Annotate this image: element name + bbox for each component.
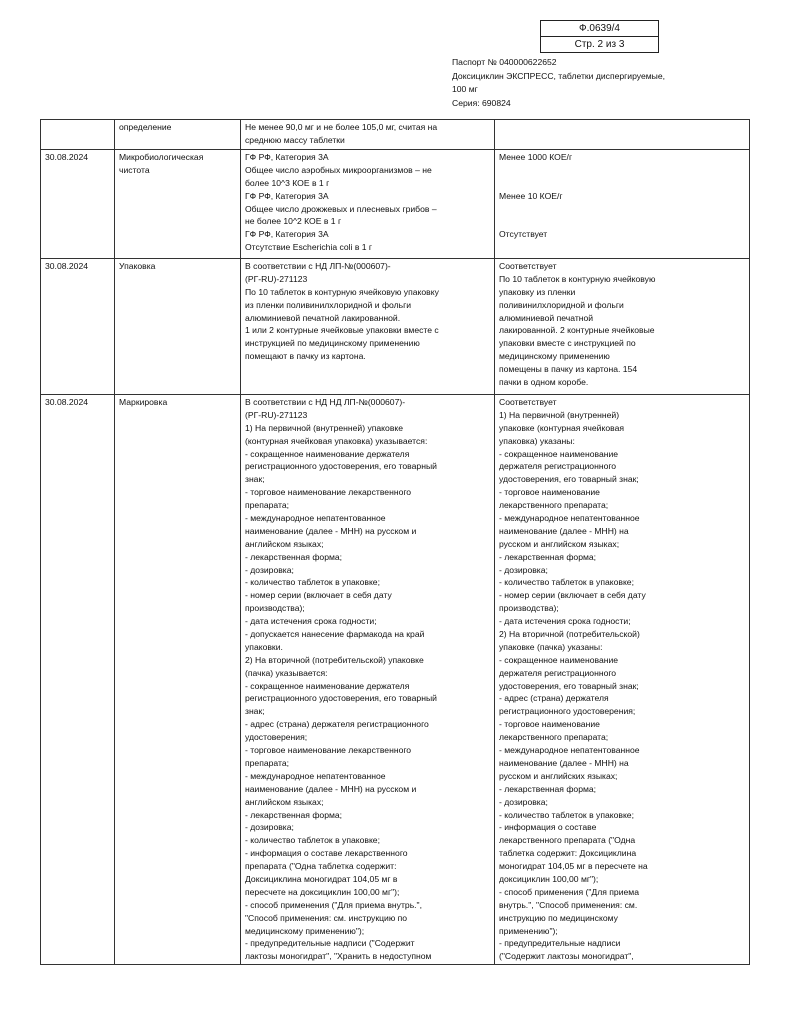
cell-text-line: - количество таблеток в упаковке; [245, 835, 380, 846]
cell-text-line: 30.08.2024 [45, 397, 89, 407]
cell-text-line: держателя регистрационного [499, 667, 617, 678]
form-number-box [540, 20, 659, 53]
cell-text-line: препарата; [245, 500, 290, 511]
cell-text-line [499, 215, 745, 228]
date-cell [41, 120, 115, 150]
norm-cell [241, 120, 495, 150]
cell-text-line: пачки в одном коробе. [499, 377, 589, 388]
table-row [41, 259, 750, 395]
cell-text-line: доксициклин 100,00 мг"); [499, 873, 599, 884]
cell-text-line: наименование (далее - МНН) на [499, 757, 629, 768]
cell-text-line: английском языках; [245, 538, 324, 549]
cell-text-line: более 10^3 КОЕ в 1 г [245, 177, 330, 188]
cell-text-line: Общее число дрожжевых и плесневых грибов – [245, 203, 437, 214]
passport-number: Паспорт № 040000622652 [452, 57, 557, 67]
cell-text-line: (контурная ячейковая упаковка) указывается: [245, 435, 428, 446]
cell-text-line: препарата; [245, 757, 290, 768]
cell-text-line: лекарственного препарата; [499, 732, 609, 743]
cell-text-line: не более 10^2 КОЕ в 1 г [245, 216, 342, 227]
cell-text-line: - международное непатентованное [499, 513, 640, 524]
cell-text-line: чистота [119, 164, 150, 175]
analysis-table [40, 119, 750, 965]
cell-text-line: ГФ РФ, Категория 3А [245, 229, 329, 240]
cell-text-line: поливинилхлоридной и фольги [499, 299, 624, 310]
cell-text-line: таблетка содержит: Доксициклина [499, 848, 637, 859]
cell-text-line: - способ применения ("Для приема внутрь.", [245, 899, 422, 910]
cell-text-line: Общее число аэробных микроорганизмов – не [245, 164, 432, 175]
cell-text-line: - информация о составе [499, 822, 597, 833]
cell-text-line: 1) На первичной (внутренней) [499, 409, 620, 420]
cell-text-line: (пачка) указывается: [245, 667, 328, 678]
cell-text-line: 30.08.2024 [45, 261, 89, 271]
cell-text-line: - международное непатентованное [245, 770, 386, 781]
cell-text-line: - номер серии (включает в себя дату [499, 590, 646, 601]
result-cell [495, 395, 750, 965]
cell-text-line: 2) На вторичной (потребительской) [499, 629, 640, 640]
cell-text-line: - предупредительные надписи ("Содержит [245, 938, 415, 949]
cell-text-line: - международное непатентованное [499, 745, 640, 756]
cell-text-line: русском и английских языках; [499, 770, 618, 781]
cell-text-line: - дозировка; [499, 796, 548, 807]
cell-text-line: ГФ РФ, Категория 3А [245, 152, 329, 162]
cell-text-line: - количество таблеток в упаковке; [245, 577, 380, 588]
cell-text-line: (РГ-RU)-271123 [245, 273, 308, 284]
cell-text-line: алюминиевой печатной лакированной. [245, 312, 401, 323]
cell-text-line: лакированной. 2 контурные ячейковые [499, 325, 655, 336]
cell-text-line: препарата ("Одна таблетка содержит: [245, 861, 397, 872]
norm-cell [241, 395, 495, 965]
cell-text-line: удостоверения, его товарный знак; [499, 474, 639, 485]
cell-text-line: медицинскому применению"); [245, 925, 365, 936]
table-row [41, 150, 750, 259]
cell-text-line: наименование (далее - МНН) на русском и [245, 783, 417, 794]
cell-text-line: инструкцию по медицинскому [499, 912, 618, 923]
cell-text-line: - сокращенное наименование [499, 448, 619, 459]
passport-header [452, 56, 682, 110]
cell-text-line: - адрес (страна) держателя регистрационного [245, 719, 429, 730]
norm-cell [241, 150, 495, 259]
cell-text-line: удостоверения, его товарный знак; [499, 680, 639, 691]
table-row [41, 395, 750, 965]
cell-text-line: - сокращенное наименование держателя [245, 680, 410, 691]
analysis-table-body [41, 120, 750, 965]
cell-text-line: Маркировка [119, 397, 168, 407]
cell-text-line: - сокращенное наименование [499, 654, 619, 665]
cell-text-line: помещают в пачку из картона. [245, 351, 366, 362]
cell-text-line: наименование (далее - МНН) на русском и [245, 525, 417, 536]
cell-text-line: В соответствии с НД НД ЛП-№(000607)- [245, 397, 406, 407]
cell-text-line: удостоверения; [245, 732, 308, 743]
form-number: Ф.0639/4 [579, 23, 620, 34]
cell-text-line: Не менее 90,0 мг и не более 105,0 мг, считая на [245, 122, 438, 132]
cell-text-line: ("Содержит лактозы моногидрат", [499, 951, 634, 962]
cell-text-line: лекарственного препарата ("Одна [499, 835, 636, 846]
cell-text-line: производства); [499, 603, 559, 614]
cell-text-line: - дата истечения срока годности; [245, 616, 377, 627]
date-cell [41, 395, 115, 965]
cell-text-line: определение [119, 122, 172, 132]
cell-text-line: (РГ-RU)-271123 [245, 409, 308, 420]
table-row [41, 120, 750, 150]
cell-text-line: - адрес (страна) держателя [499, 693, 609, 704]
product-name-line2: 100 мг [452, 84, 478, 95]
cell-text-line: - номер серии (включает в себя дату [245, 590, 392, 601]
result-cell [495, 150, 750, 259]
result-cell [495, 120, 750, 150]
cell-text-line: упаковки вместе с инструкцией по [499, 338, 636, 349]
cell-text-line: Соответствует [499, 261, 557, 271]
product-name-line1: Доксициклин ЭКСПРЕСС, таблетки диспергируемые, [452, 70, 666, 81]
cell-text-line: - лекарственная форма; [499, 783, 597, 794]
cell-text-line: 30.08.2024 [45, 152, 89, 162]
cell-text-line: Доксициклина моногидрат 104,05 мг в [245, 873, 398, 884]
cell-text-line: В соответствии с НД ЛП-№(000607)- [245, 261, 391, 271]
cell-text-line: - торговое наименование лекарственного [245, 487, 412, 498]
cell-text-line: медицинскому применению [499, 351, 610, 362]
cell-text-line: - торговое наименование лекарственного [245, 745, 412, 756]
cell-text-line: Соответствует [499, 397, 557, 407]
cell-text-line: внутрь.", "Способ применения: см. [499, 899, 638, 910]
indicator-cell [115, 395, 241, 965]
cell-text-line: знак; [245, 706, 265, 717]
cell-text-line: - предупредительные надписи [499, 938, 621, 949]
series-number: Серия: 690824 [452, 97, 511, 108]
cell-text-line: регистрационного удостоверения; [499, 706, 636, 717]
cell-text-line [499, 203, 745, 216]
cell-text-line: - торговое наименование [499, 487, 600, 498]
cell-text-line: Микробиологическая [119, 152, 204, 162]
cell-text-line: упаковки. [245, 641, 283, 652]
cell-text-line: пересчете на доксициклин 100,00 мг"); [245, 886, 400, 897]
cell-text-line: - дозировка; [499, 564, 548, 575]
cell-text-line: 2) На вторичной (потребительской) упаковке [245, 654, 424, 665]
cell-text-line: применению"); [499, 925, 558, 936]
cell-text-line: - торговое наименование [499, 719, 600, 730]
cell-text-line: "Способ применения: см. инструкцию по [245, 912, 408, 923]
date-cell [41, 150, 115, 259]
page-number: Стр. 2 из 3 [541, 36, 658, 52]
cell-text-line: - дата истечения срока годности; [499, 616, 631, 627]
cell-text-line: моногидрат 104,05 мг в пересчете на [499, 861, 648, 872]
cell-text-line: - допускается нанесение фармакода на край [245, 629, 425, 640]
cell-text-line: - количество таблеток в упаковке; [499, 809, 634, 820]
cell-text-line: По 10 таблеток в контурную ячейковую [499, 273, 656, 284]
cell-text-line: ГФ РФ, Категория 3А [245, 190, 329, 201]
cell-text-line: регистрационного удостоверения, его товарный [245, 461, 437, 472]
norm-cell [241, 259, 495, 395]
cell-text-line: лактозы моногидрат", "Хранить в недоступном [245, 951, 432, 962]
indicator-cell [115, 150, 241, 259]
cell-text-line: - способ применения ("Для приема [499, 886, 639, 897]
cell-text-line: английском языках; [245, 796, 324, 807]
indicator-cell [115, 120, 241, 150]
cell-text-line [499, 164, 745, 177]
cell-text-line: инструкцией по медицинскому применению [245, 338, 420, 349]
date-cell [41, 259, 115, 395]
cell-text-line: упаковка) указаны: [499, 435, 575, 446]
cell-text-line: производства); [245, 603, 305, 614]
cell-text-line: - дозировка; [245, 822, 294, 833]
cell-text-line: Отсутствие Escherichia coli в 1 г [245, 242, 373, 253]
cell-text-line: По 10 таблеток в контурную ячейковую упаковку [245, 286, 439, 297]
cell-text-line: упаковке (пачка) указаны: [499, 641, 603, 652]
cell-text-line: алюминиевой печатной [499, 312, 594, 323]
cell-text-line: упаковке (контурная ячейковая [499, 422, 625, 433]
cell-text-line: - сокращенное наименование держателя [245, 448, 410, 459]
cell-text-line: Менее 1000 КОЕ/г [499, 152, 573, 162]
cell-text-line: из пленки поливинилхлоридной и фольги [245, 299, 412, 310]
cell-text-line: держателя регистрационного [499, 461, 617, 472]
cell-text-line: среднюю массу таблетки [245, 134, 345, 145]
cell-text-line: русском и английском языках; [499, 538, 620, 549]
cell-text-line: - дозировка; [245, 564, 294, 575]
cell-text-line: наименование (далее - МНН) на [499, 525, 629, 536]
cell-text-line: - информация о составе лекарственного [245, 848, 408, 859]
cell-text-line: 1 или 2 контурные ячейковые упаковки вместе с [245, 325, 439, 336]
cell-text-line: - лекарственная форма; [499, 551, 597, 562]
cell-text-line [499, 177, 745, 190]
cell-text-line: - количество таблеток в упаковке; [499, 577, 634, 588]
cell-text-line: - лекарственная форма; [245, 551, 343, 562]
indicator-cell [115, 259, 241, 395]
cell-text-line: - лекарственная форма; [245, 809, 343, 820]
cell-text-line: помещены в пачку из картона. 154 [499, 364, 638, 375]
cell-text-line: - международное непатентованное [245, 513, 386, 524]
cell-text-line: Отсутствует [499, 229, 548, 240]
cell-text-line: лекарственного препарата; [499, 500, 609, 511]
cell-text-line: регистрационного удостоверения, его товарный [245, 693, 437, 704]
cell-text-line [45, 121, 110, 134]
cell-text-line: знак; [245, 474, 265, 485]
cell-text-line: упаковку из пленки [499, 286, 576, 297]
cell-text-line: 1) На первичной (внутренней) упаковке [245, 422, 404, 433]
cell-text-line: Менее 10 КОЕ/г [499, 190, 563, 201]
result-cell [495, 259, 750, 395]
cell-text-line: Упаковка [119, 261, 156, 271]
